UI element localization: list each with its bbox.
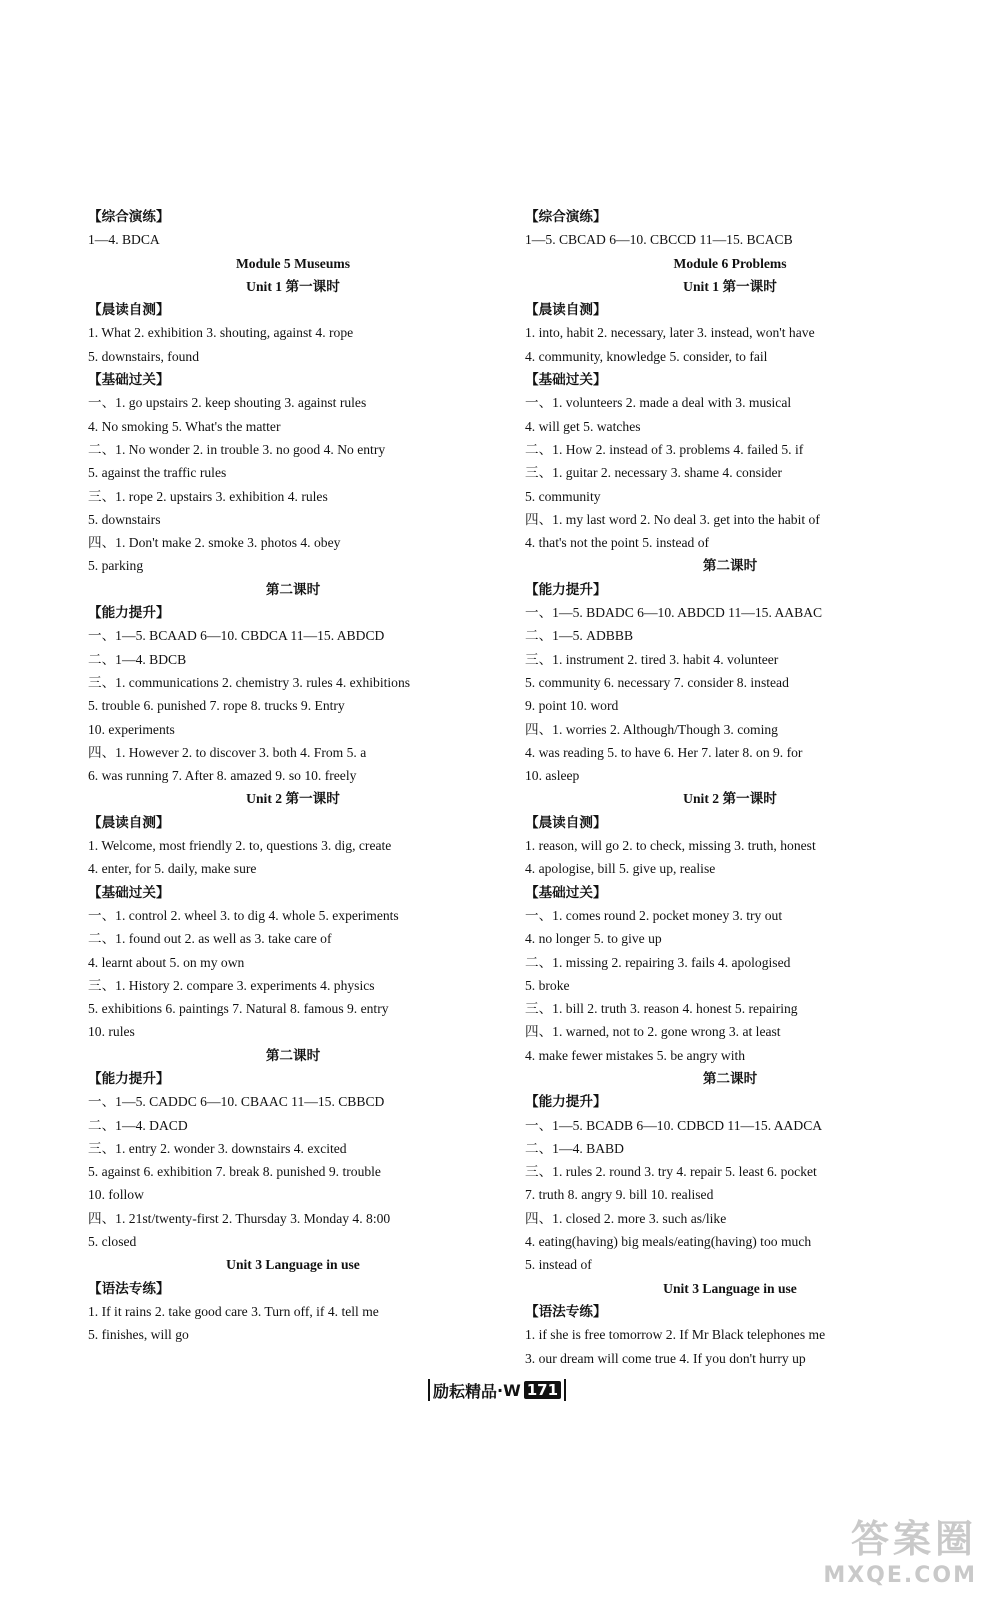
unit-heading: 第二课时	[265, 581, 321, 597]
answer-line: 4. will get 5. watches	[525, 418, 641, 434]
answer-line: 4. community, knowledge 5. consider, to fail	[525, 348, 768, 364]
unit-heading: Unit 2 第一课时	[683, 791, 777, 807]
footer-bar-left	[428, 1379, 430, 1401]
section-heading: 【基础过关】	[525, 372, 607, 388]
unit-heading: 第二课时	[265, 1047, 321, 1063]
answer-line: 一、1—5. BDADC 6—10. ABDCD 11—15. AABAC	[525, 605, 823, 621]
section-heading: 【能力提升】	[525, 581, 607, 597]
answer-line: 三、1. rope 2. upstairs 3. exhibition 4. rules	[88, 488, 328, 504]
answer-line: 四、1. closed 2. more 3. such as/like	[525, 1210, 727, 1226]
section-heading: 【能力提升】	[88, 605, 170, 621]
answer-line: 三、1. rules 2. round 3. try 4. repair 5. least 6. pocket	[525, 1164, 817, 1180]
answer-line: 10. follow	[88, 1187, 144, 1203]
answer-line: 5. closed	[88, 1234, 137, 1250]
answer-line: 四、1. However 2. to discover 3. both 4. From 5. a	[88, 744, 367, 760]
answer-line: 一、1. comes round 2. pocket money 3. try out	[525, 907, 783, 923]
answer-line: 4. enter, for 5. daily, make sure	[88, 861, 257, 877]
answer-line: 5. finishes, will go	[88, 1327, 189, 1343]
answer-line: 10. experiments	[88, 721, 175, 737]
unit-heading: 第二课时	[702, 1070, 758, 1086]
answer-line: 三、1. History 2. compare 3. experiments 4. physics	[88, 977, 375, 993]
answer-line: 5. broke	[525, 977, 570, 993]
answer-line: 5. trouble 6. punished 7. rope 8. trucks 9. Entry	[88, 698, 345, 714]
watermark-url: MXQE.COM	[823, 1563, 977, 1588]
answer-line: 10. asleep	[525, 768, 580, 784]
answer-line: 二、1. How 2. instead of 3. problems 4. failed 5. if	[525, 441, 804, 457]
page-number: 171	[524, 1381, 561, 1399]
unit-heading: Unit 1 第一课时	[683, 278, 777, 294]
answer-line: 二、1. No wonder 2. in trouble 3. no good 4. No entry	[88, 441, 386, 457]
section-heading: 【语法专练】	[88, 1280, 170, 1296]
section-heading: 【能力提升】	[525, 1094, 607, 1110]
answer-line: 5. parking	[88, 558, 144, 574]
section-heading: 【基础过关】	[525, 884, 607, 900]
answer-line: 三、1. guitar 2. necessary 3. shame 4. consider	[525, 465, 783, 481]
answer-line: 一、1. control 2. wheel 3. to dig 4. whole 5. experiments	[88, 907, 399, 923]
answer-line: 四、1. my last word 2. No deal 3. get into the habit of	[525, 511, 820, 527]
unit-heading: Unit 3 Language in use	[226, 1257, 360, 1273]
answer-line: 二、1—4. BDCB	[88, 651, 187, 667]
answer-line: 5. exhibitions 6. paintings 7. Natural 8. famous 9. entry	[88, 1001, 389, 1017]
footer-bar-right	[564, 1379, 566, 1401]
answer-line: 4. eating(having) big meals/eating(having) too much	[525, 1234, 812, 1250]
section-heading: 【语法专练】	[525, 1303, 607, 1319]
section-heading: 【能力提升】	[88, 1070, 170, 1086]
answer-line: 四、1. 21st/twenty-first 2. Thursday 3. Monday 4. 8:00	[88, 1210, 391, 1226]
answer-line: 四、1. warned, not to 2. gone wrong 3. at least	[525, 1024, 781, 1040]
answer-line: 四、1. Don't make 2. smoke 3. photos 4. obey	[88, 535, 341, 551]
answer-line: 4. learnt about 5. on my own	[88, 954, 245, 970]
answer-line: 5. community 6. necessary 7. consider 8. instead	[525, 674, 789, 690]
section-heading: 【晨读自测】	[525, 302, 607, 318]
watermark-title: 答案圈	[850, 1517, 977, 1561]
unit-heading: Unit 3 Language in use	[663, 1280, 797, 1296]
answer-line: 二、1—4. BABD	[525, 1140, 624, 1156]
answer-line: 5. downstairs	[88, 511, 161, 527]
answer-line: 7. truth 8. angry 9. bill 10. realised	[525, 1187, 714, 1203]
section-heading: 【晨读自测】	[88, 302, 170, 318]
unit-heading: Unit 1 第一课时	[246, 278, 340, 294]
answer-line: 1—4. BDCA	[88, 232, 160, 248]
unit-heading: 第二课时	[702, 558, 758, 574]
answer-line: 4. that's not the point 5. instead of	[525, 535, 710, 551]
answer-line: 一、1. volunteers 2. made a deal with 3. musical	[525, 395, 792, 411]
answer-line: 1—5. CBCAD 6—10. CBCCD 11—15. BCACB	[525, 232, 793, 248]
answer-line: 二、1. missing 2. repairing 3. fails 4. apologised	[525, 954, 791, 970]
answer-line: 4. make fewer mistakes 5. be angry with	[525, 1047, 746, 1063]
right-answer-column	[525, 205, 935, 1370]
answer-line: 二、1—5. ADBBB	[525, 628, 634, 644]
answer-line: 1. If it rains 2. take good care 3. Turn off, if 4. tell me	[88, 1303, 379, 1319]
watermark	[823, 1508, 977, 1588]
answer-line: 一、1—5. CADDC 6—10. CBAAC 11—15. CBBCD	[88, 1094, 385, 1110]
answer-line: 二、1. found out 2. as well as 3. take care of	[88, 931, 332, 947]
answer-line: 二、1—4. DACD	[88, 1117, 188, 1133]
answer-line: 9. point 10. word	[525, 698, 619, 714]
answer-line: 一、1—5. BCAAD 6—10. CBDCA 11—15. ABDCD	[88, 628, 385, 644]
footer-brand: 励耘精品	[433, 1381, 498, 1401]
unit-heading: Module 5 Museums	[235, 255, 351, 271]
answer-line: 三、1. entry 2. wonder 3. downstairs 4. excited	[88, 1140, 347, 1156]
answer-line: 5. instead of	[525, 1257, 592, 1273]
footer-letter: ·W	[497, 1380, 521, 1400]
answer-line: 一、1—5. BCADB 6—10. CDBCD 11—15. AADCA	[525, 1117, 823, 1133]
answer-line: 三、1. instrument 2. tired 3. habit 4. volunteer	[525, 651, 779, 667]
answer-line: 5. against the traffic rules	[88, 465, 227, 481]
left-answer-column	[88, 205, 498, 1347]
answer-line: 四、1. worries 2. Although/Though 3. coming	[525, 721, 778, 737]
section-heading: 【基础过关】	[88, 884, 170, 900]
answer-line: 一、1. go upstairs 2. keep shouting 3. against rules	[88, 395, 367, 411]
page-footer	[425, 1378, 569, 1402]
answer-line: 4. apologise, bill 5. give up, realise	[525, 861, 716, 877]
answer-line: 1. reason, will go 2. to check, missing 3. truth, honest	[525, 838, 816, 854]
section-heading: 【晨读自测】	[525, 814, 607, 830]
answer-line: 1. Welcome, most friendly 2. to, questions 3. dig, create	[88, 838, 392, 854]
answer-line: 5. against 6. exhibition 7. break 8. punished 9. trouble	[88, 1164, 381, 1180]
unit-heading: Unit 2 第一课时	[246, 791, 340, 807]
unit-heading: Module 6 Problems	[673, 255, 787, 271]
section-heading: 【综合演练】	[88, 209, 170, 224]
section-heading: 【晨读自测】	[88, 814, 170, 830]
answer-line: 4. no longer 5. to give up	[525, 931, 662, 947]
answer-line: 5. downstairs, found	[88, 348, 200, 364]
answer-line: 1. What 2. exhibition 3. shouting, against 4. rope	[88, 325, 354, 341]
answer-line: 三、1. bill 2. truth 3. reason 4. honest 5. repairing	[525, 1001, 798, 1017]
answer-line: 1. into, habit 2. necessary, later 3. instead, won't have	[525, 325, 815, 341]
answer-line: 10. rules	[88, 1024, 135, 1040]
section-heading: 【基础过关】	[88, 372, 170, 388]
answer-line: 5. community	[525, 488, 601, 504]
answer-line: 4. was reading 5. to have 6. Her 7. later 8. on 9. for	[525, 744, 803, 760]
answer-line: 4. No smoking 5. What's the matter	[88, 418, 281, 434]
answer-line: 6. was running 7. After 8. amazed 9. so 10. freely	[88, 768, 357, 784]
section-heading: 【综合演练】	[525, 209, 607, 224]
answer-line: 1. if she is free tomorrow 2. If Mr Black telephones me	[525, 1327, 826, 1343]
answer-line: 3. our dream will come true 4. If you don't hurry up	[525, 1350, 806, 1366]
answer-line: 三、1. communications 2. chemistry 3. rules 4. exhibitions	[88, 674, 411, 690]
